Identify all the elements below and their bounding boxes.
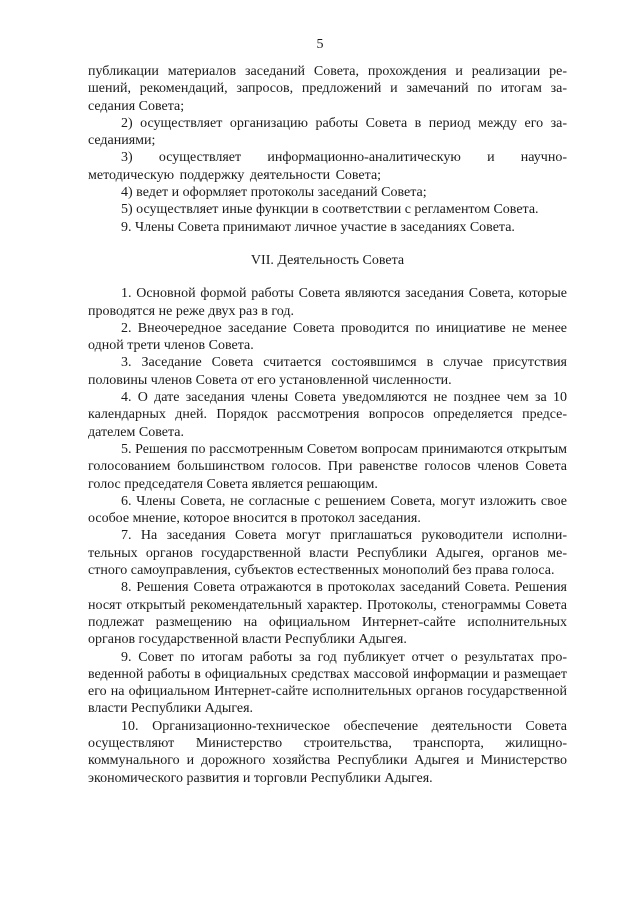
document-body bbox=[88, 63, 567, 787]
section-clause-2: 2. Внеочередное заседание Совета проводится по инициативе не менее одной трети членов Совета. bbox=[88, 320, 567, 354]
list-item-5: 5) осуществляет иные функции в соответствии с регламентом Совета. bbox=[121, 202, 539, 218]
section-clause-7: 7. На заседания Совета могут приглашаться руководители исполнительных органов государственной власти Республики Адыгея, органов местного самоуправления, субъектов естественных монополий без права голоса. bbox=[88, 528, 567, 579]
section-clause-4: 4. О дате заседания члены Совета уведомляются не позднее чем за 10 календарных дней. Порядок рассмотрения вопросов определяется председателем Совета. bbox=[88, 390, 567, 440]
list-item-4: 4) ведет и оформляет протоколы заседаний Совета; bbox=[121, 185, 427, 201]
section-clause-10: 10. Организационно-техническое обеспечение деятельности Совета осуществляют Министерство строительства, транспорта, жилищно-коммунального и дорожного хозяйства Республики Адыгея и Министерство экономического развития и торговли Республики Адыгея. bbox=[88, 718, 567, 786]
page-number: 5 bbox=[316, 37, 324, 52]
clause-9: 9. Члены Совета принимают личное участие в заседаниях Совета. bbox=[121, 219, 515, 235]
section-clause-6: 6. Члены Совета, не согласные с решением Совета, могут изложить свое особое мнение, которое вносится в протокол заседания. bbox=[88, 493, 567, 527]
section-clause-5: 5. Решения по рассмотренным Советом вопросам принимаются открытым голосованием большинством голосов. При равенстве голосов членов Совета голос председателя Совета является решающим. bbox=[88, 441, 567, 492]
section-heading: VII. Деятельность Совета bbox=[250, 252, 405, 268]
section-clause-9: 9. Совет по итогам работы за год публикует отчет о результатах проведенной работы в официальных средствах массовой информации и размещает его на официальном Интернет-сайте исполнительных органов государственной власти Республики Адыгея. bbox=[88, 649, 567, 717]
paragraph-continuation: публикации материалов заседаний Совета, прохождения и реализации решений, рекомендаций, запросов, предложений и замечаний по итогам заседания Совета; bbox=[88, 64, 567, 114]
list-item-2: 2) осуществляет организацию работы Совета в период между его заседаниями; bbox=[88, 115, 567, 149]
list-item-3: 3) осуществляет информационно-аналитическую и научно-методическую поддержку деятельности Совета; bbox=[88, 150, 567, 183]
section-clause-8: 8. Решения Совета отражаются в протоколах заседаний Совета. Решения носят открытый рекомендательный характер. Протоколы, стенограммы Совета подлежат размещению на официальном Интернет-сайте исполнительных органов государственной власти Республики Адыгея. bbox=[88, 580, 567, 648]
section-clause-3: 3. Заседание Совета считается состоявшимся в случае присутствия половины членов Совета от его установленной численности. bbox=[88, 355, 567, 388]
section-clause-1: 1. Основной формой работы Совета являются заседания Совета, которые проводятся не реже двух раз в год. bbox=[88, 286, 567, 319]
